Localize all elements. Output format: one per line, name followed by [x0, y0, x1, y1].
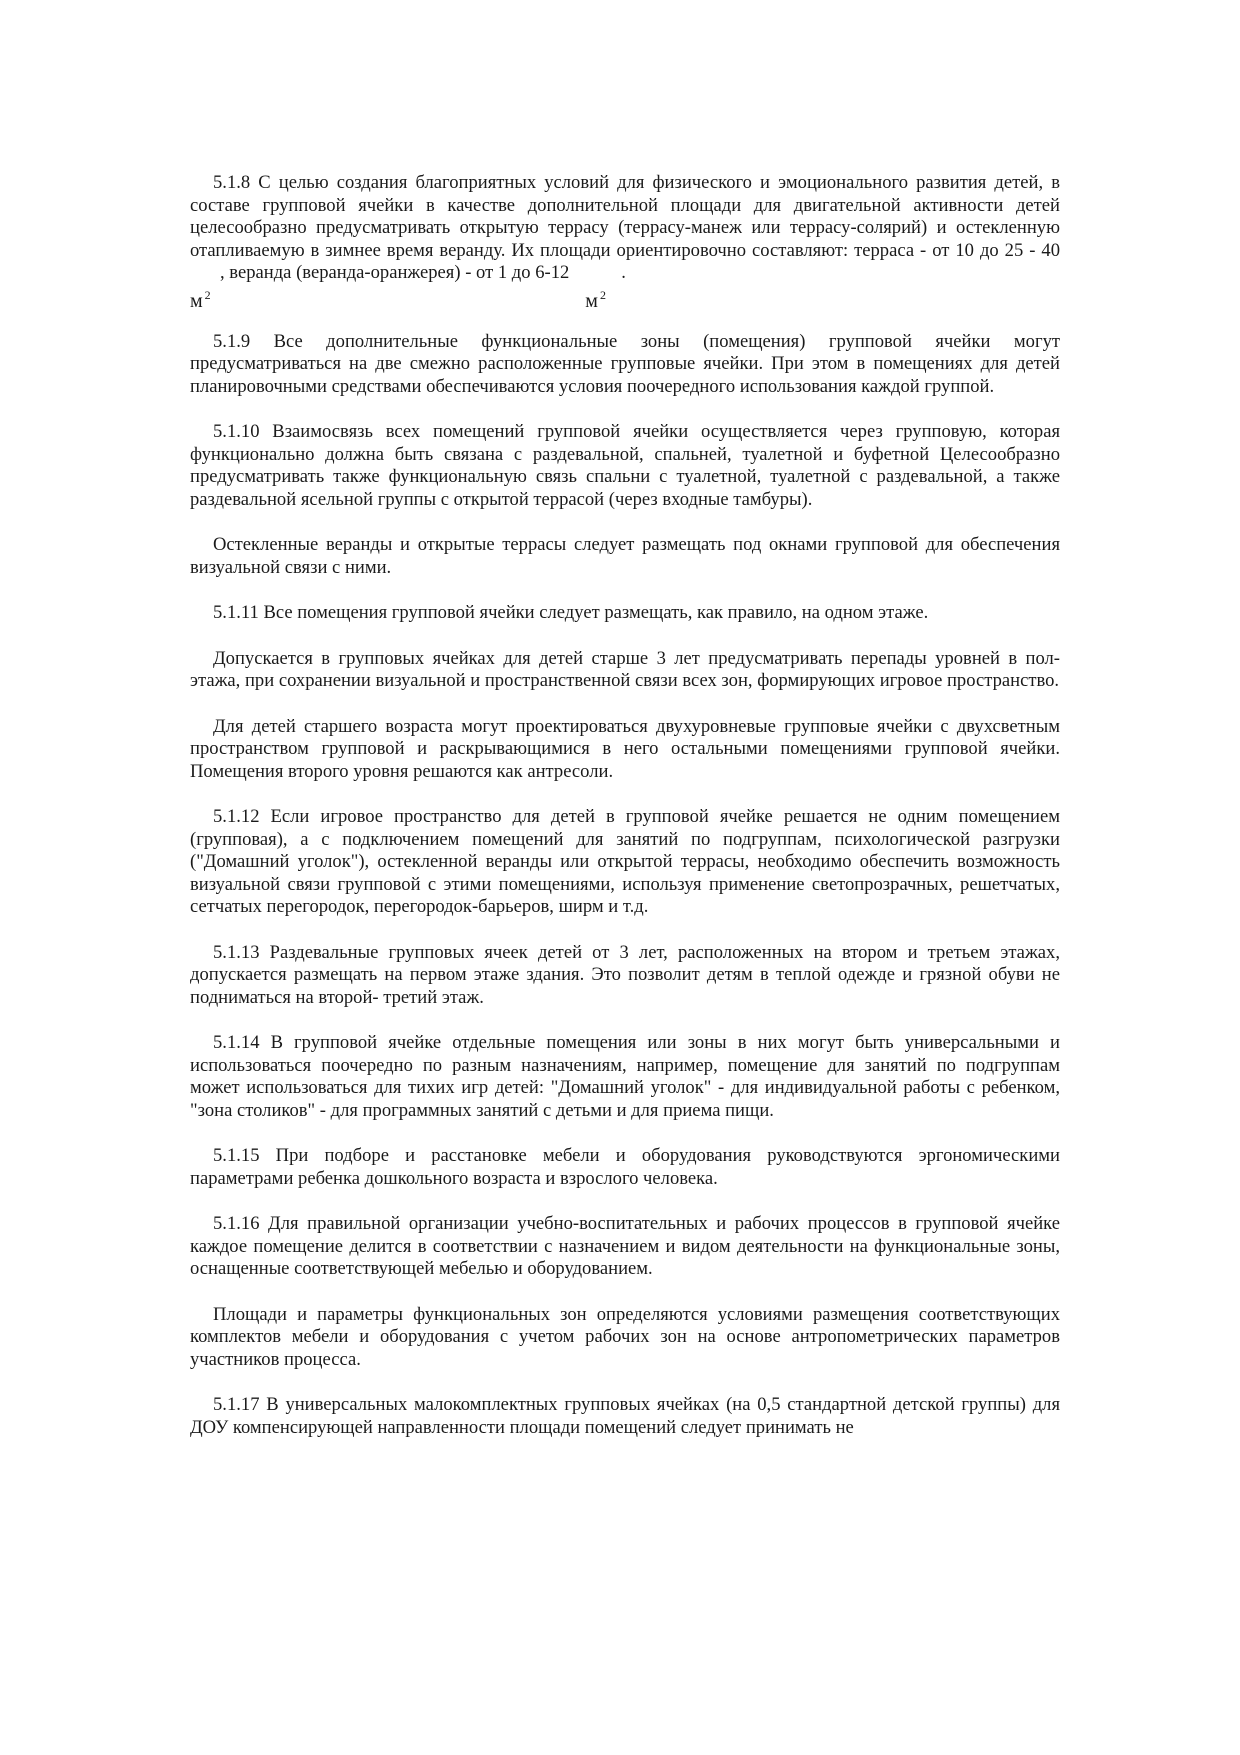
paragraph-5-1-8-text-b: , веранда (веранда-оранжерея) - от 1 до 6-12 [220, 262, 570, 283]
paragraph-5-1-8-text-a: 5.1.8 С целью создания благоприятных условий для физического и эмоционального развития детей, в составе групповой ячейки в качестве дополнительной площади для двигательной активности детей целесообразно предусматривать открытую террасу (террасу-манеж или террасу-солярий) и остекленную отапливаемую в зимнее время веранду. Их площади ориентировочно составляют: терраса - от 10 до 25 - 40 [190, 172, 1060, 261]
unit-square-meter-2 [569, 277, 621, 312]
paragraph-5-1-9: 5.1.9 Все дополнительные функциональные зоны (помещения) групповой ячейки могут предусматриваться на две смежно расположенные групповые ячейки. При этом в помещениях для детей планировочными средствами обеспечиваются условия поочередного использования каждой группой. [190, 330, 1060, 397]
paragraph-5-1-8-text-c: . [621, 262, 626, 283]
paragraph-5-1-14: 5.1.14 В групповой ячейке отдельные помещения или зоны в них могут быть универсальными и использоваться поочередно по разным назначениям, например, помещение для занятий по подгруппам может использоваться для тихих игр детей: "Домашний уголок" - для индивидуальной работы с ребенком, "зона столиков" - для программных занятий с детьми и для приема пищи. [190, 1032, 1060, 1121]
document-page [190, 172, 1060, 1462]
unit-sup-1: 2 [204, 288, 211, 302]
paragraph-5-1-8 [190, 172, 1060, 312]
paragraph-5-1-16: 5.1.16 Для правильной организации учебно-воспитательных и рабочих процессов в групповой ячейке каждое помещение делится в соответствии с назначением и видом деятельности на функциональные зоны, оснащенные соответствующей мебелью и оборудованием. [190, 1213, 1060, 1279]
paragraph-5-1-12: 5.1.12 Если игровое пространство для детей в групповой ячейке решается не одним помещением (групповая), а с подключением помещений для занятий по подгруппам, психологической разгрузки ("Домашний уголок"), остекленной веранды или открытой террасы, необходимо обеспечить возможность визуальной связи групповой с этими помещениями, используя применение светопрозрачных, решетчатых, сетчатых перегородок, перегородок-барьеров, ширм и т.д. [190, 806, 1060, 917]
unit-sup-2: 2 [599, 288, 606, 302]
paragraph-5-1-13: 5.1.13 Раздевальные групповых ячеек детей от 3 лет, расположенных на втором и третьем этажах, допускается размещать на первом этаже здания. Это позволит детям в теплой одежде и грязной обуви не подниматься на второй- третий этаж. [190, 941, 1060, 1008]
paragraph-5-1-10: 5.1.10 Взаимосвязь всех помещений групповой ячейки осуществляется через групповую, которая функционально должна быть связана с раздевальной, спальней, туалетной и буфетной Целесообразно предусматривать также функциональную связь спальни с туалетной, туалетной с раздевальной, а также раздевальной ясельной группы с открытой террасой (через входные тамбуры). [190, 421, 1060, 510]
paragraph-5-1-15: 5.1.15 При подборе и расстановке мебели и оборудования руководствуются эргономическими параметрами ребенка дошкольного возраста и взрослого человека. [190, 1145, 1060, 1189]
unit-m-1: м [190, 290, 203, 312]
paragraph-5-1-10-verandas: Остекленные веранды и открытые террасы следует размещать под окнами групповой для обеспечения визуальной связи с ними. [190, 534, 1060, 578]
unit-square-meter-1 [190, 277, 220, 312]
unit-m-2: м [585, 290, 598, 312]
paragraph-5-1-17: 5.1.17 В универсальных малокомплектных групповых ячейках (на 0,5 стандартной детской группы) для ДОУ компенсирующей направленности площади помещений следует принимать не [190, 1394, 1060, 1438]
paragraph-5-1-16-areas: Площади и параметры функциональных зон определяются условиями размещения соответствующих комплектов мебели и оборудования с учетом рабочих зон на основе антропометрических параметров участников процесса. [190, 1303, 1060, 1370]
paragraph-5-1-11: 5.1.11 Все помещения групповой ячейки следует размещать, как правило, на одном этаже. [213, 602, 929, 623]
paragraph-5-1-11-two-level: Для детей старшего возраста могут проектироваться двухуровневые групповые ячейки с двухсветным пространством групповой и раскрывающимися в него остальными помещениями групповой ячейки. Помещения второго уровня решаются как антресоли. [190, 715, 1060, 782]
paragraph-5-1-11-levels: Допускается в групповых ячейках для детей старше 3 лет предусматривать перепады уровней в пол-этажа, при сохранении визуальной и пространственной связи всех зон, формирующих игровое пространство. [190, 647, 1060, 691]
